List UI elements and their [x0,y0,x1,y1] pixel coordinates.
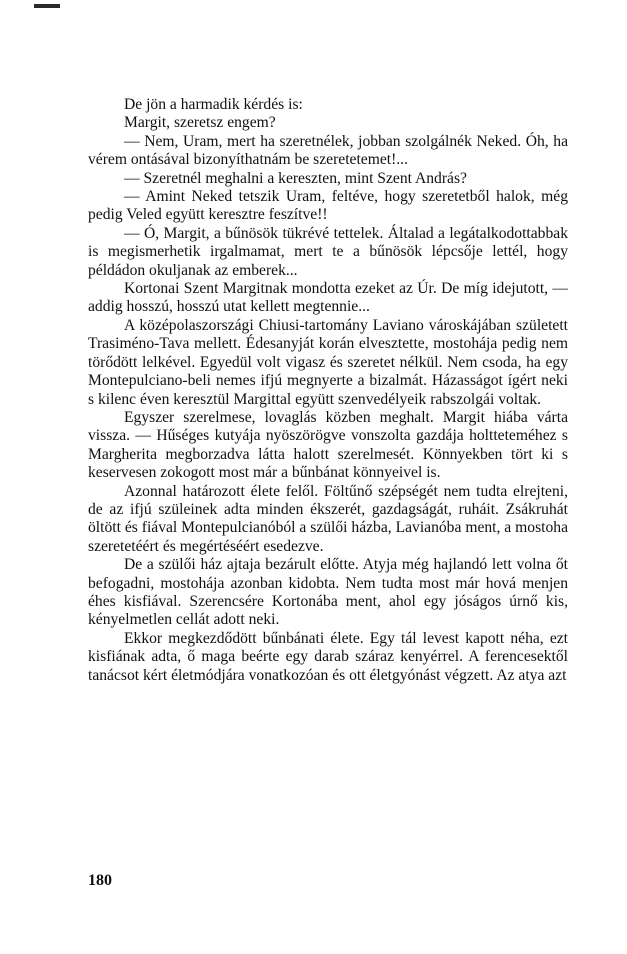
paragraph: Ekkor megkezdődött bűnbánati élete. Egy tál levest kapott néha, ezt kisfiának adta, ő maga beérte egy darab száraz kenyérrel. A ferencesektől tanácsot kért életmódjára vonatkozóan és ott életgyónást végzett. Az atya azt [88,629,568,684]
page-number: 180 [88,872,112,889]
paragraph: — Amint Neked tetszik Uram, feltéve, hogy szeretetből halok, még pedig Veled együtt keresztre feszítve!! [88,188,568,224]
paragraph: A középolaszországi Chiusi-tartomány Laviano városkájában született Trasiméno-Tava mellett. Édesanyját korán elvesztette, mostohája pedig nem törődött lelkével. Egyedül volt vigasz és szeretet nélkül. Nem csoda, ha egy Montepulciano-beli nemes ifjú megnyerte a bizalmát. Házasságot ígért neki s kilenc éven keresztül Margittal együtt szenvedélyeik rabszolgái voltak. [88,316,568,408]
paragraph: — Ó, Margit, a bűnösök tükrévé tettelek. Általad a legátalkodottabbak is megismerhetik irgalmamat, mert te a bűnösök lépcsője lettél, hogy példádon okuljanak az emberek... [88,224,568,279]
page-body [88,96,568,685]
paragraph: Margit, szeretsz engem? [124,114,276,132]
paragraph: Kortonai Szent Margitnak mondotta ezeket az Úr. De míg idejutott, — addig hosszú, hosszú utat kellett megtennie... [88,280,568,316]
paragraph: — Szeretnél meghalni a kereszten, mint Szent András? [124,169,467,187]
paragraph: — Nem, Uram, mert ha szeretnélek, jobban szolgálnék Neked. Óh, ha vérem ontásával bizonyíthatnám be szeretetemet!... [88,132,568,169]
paragraph: Azonnal határozott élete felől. Föltűnő szépségét nem tudta elrejteni, de az ifjú szüleinek adta minden ékszerét, gazdagságát, ruháit. Zsákruhát öltött és fiával Montepulcianóból a szülői házba, Lavianóba ment, a mostoha szeretetéért és megértéséért esedezve. [88,482,568,555]
scan-edge-mark [34,4,60,8]
paragraph: De a szülői ház ajtaja bezárult előtte. Atyja még hajlandó lett volna őt befogadni, mostohája azonban kidobta. Nem tudta most már hová menjen éhes kisfiával. Szerencsére Kortonába ment, ahol egy jóságos úrnő kis, kényelmetlen cellát adott neki. [88,556,568,629]
paragraph: De jön a harmadik kérdés is: [124,96,303,113]
paragraph: Egyszer szerelmese, lovaglás közben meghalt. Margit hiába várta vissza. — Hűséges kutyája nyöszörögve vonszolta gazdája holtteteméhez s Margherita megborzadva látta halott szerelmesét. Könnyekben tört ki s keservesen zokogott most már a bűnbánat könnyeivel is. [88,408,568,482]
